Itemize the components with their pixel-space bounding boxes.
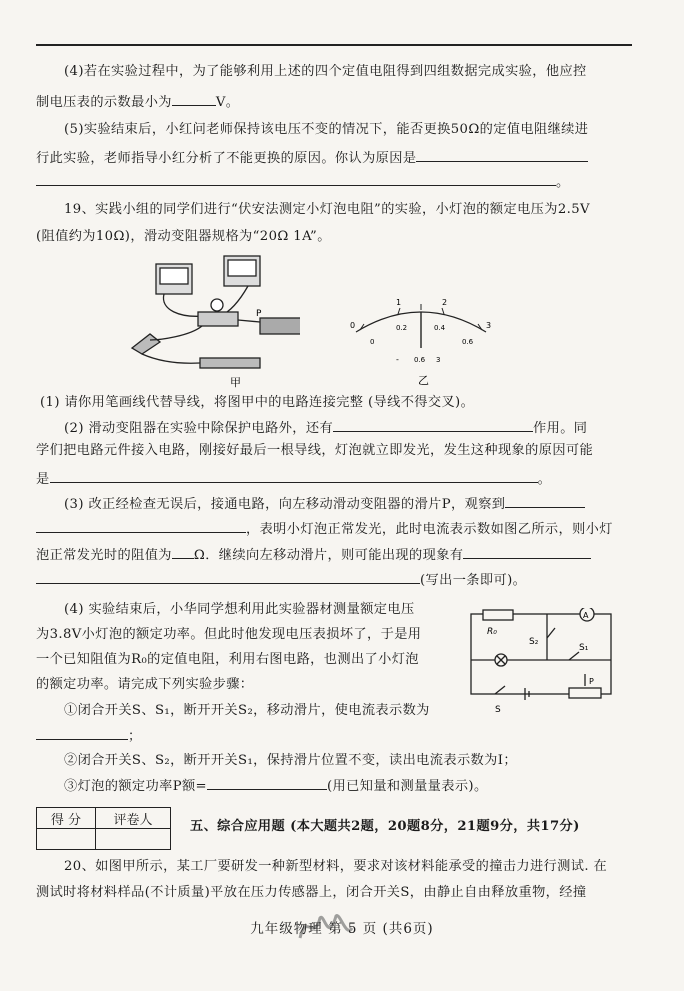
score-table <box>36 807 171 850</box>
q18-p4-text: 制电压表的示数最小为 <box>36 95 172 110</box>
battery-icon <box>200 358 260 368</box>
terminal-label: 0.6 <box>414 356 426 364</box>
ammeter-label: A <box>583 611 589 620</box>
section-title: 五、综合应用题 (本大题共2题，20题8分，21题9分，共17分) <box>190 819 580 834</box>
figure-jia-label: 甲 <box>230 376 241 389</box>
s2-switch-icon <box>547 628 555 638</box>
q19-s2-line3 <box>36 469 551 489</box>
q19-intro-line2: (阻值约为10Ω)，滑动变阻器规格为“20Ω 1A”。 <box>36 229 331 244</box>
grader-cell[interactable] <box>96 829 171 850</box>
q18-p4-unit: V。 <box>215 95 240 110</box>
q18-p5-line1: (5)实验结束后，小红问老师保持该电压不变的情况下，能否更换50Ω的定值电阻继续进 <box>64 122 589 137</box>
slider-label: P <box>589 677 594 686</box>
q19-s3-line2 <box>36 519 613 539</box>
q19-s4-line3: 一个已知阻值为R₀的定值电阻，利用右图电路，也测出了小灯泡 <box>36 652 419 667</box>
circuit-figure-right <box>465 608 625 718</box>
answer-blank[interactable] <box>36 726 128 740</box>
rheostat-icon <box>569 688 601 698</box>
switch-icon <box>132 334 160 354</box>
score-cell[interactable] <box>37 829 96 850</box>
q19-s2-end: 。 <box>537 472 552 487</box>
wire <box>238 320 260 322</box>
q20-line2: 测试时将材料样品(不计质量)平放在压力传感器上，闭合开关S，由静止自由释放重物，经撞 <box>36 885 587 900</box>
q18-p4-line2 <box>36 92 239 112</box>
q19-step3-text: ③灯泡的额定功率P额= <box>64 779 208 794</box>
wire <box>150 326 202 340</box>
answer-blank[interactable] <box>36 172 556 186</box>
q19-s3-end: (写出一条即可)。 <box>420 573 527 588</box>
answer-blank[interactable] <box>416 148 588 162</box>
q19-s2-tail: 作用。同 <box>533 421 588 436</box>
q19-s3-text: Ω．继续向左移动滑片，则可能出现的现象有 <box>193 548 464 563</box>
scale-label: 3 <box>486 321 492 330</box>
answer-blank[interactable] <box>172 545 194 559</box>
q19-step3 <box>64 776 488 796</box>
terminal-label: - <box>396 355 399 364</box>
scale-label: 1 <box>396 298 402 307</box>
terminal-label: 3 <box>436 356 441 364</box>
q19-s2-text: (2) 滑动变阻器在实验中除保护电路外，还有 <box>64 421 334 436</box>
q19-s3-line3 <box>36 545 591 565</box>
answer-blank[interactable] <box>333 418 533 432</box>
answer-blank[interactable] <box>50 469 538 483</box>
q19-s3-text: 泡正常发光时的阻值为 <box>36 548 172 563</box>
q19-step1-blank-line <box>36 726 142 746</box>
q19-step1-text: ①闭合开关S、S₁，断开开关S₂，移动滑片，使电流表示数为 <box>64 703 430 718</box>
q18-p5-line2 <box>36 148 588 168</box>
q19-s3-text: ，表明小灯泡正常发光，此时电流表示数如图乙所示，则小灯 <box>246 522 613 537</box>
q19-step3-text: (用已知量和测量量表示)。 <box>327 779 488 794</box>
scale-label: 0 <box>350 321 356 330</box>
scale-label: 0 <box>370 338 375 346</box>
q19-step2: ②闭合开关S、S₂，断开开关S₁，保持滑片位置不变，读出电流表示数为I； <box>64 753 517 768</box>
s-switch-icon <box>495 686 505 694</box>
q20-line1: 20、如图甲所示，某工厂要研发一种新型材料，要求对该材料能承受的撞击力进行测试. 在 <box>64 859 608 874</box>
scale-label: 0.4 <box>434 324 446 332</box>
slider-label: P <box>256 309 262 319</box>
scale-label: 0.6 <box>462 338 474 346</box>
r0-label: R₀ <box>487 627 497 637</box>
answer-blank[interactable] <box>36 570 420 584</box>
q18-p5-text: 行此实验，老师指导小红分析了不能更换的原因。你认为原因是 <box>36 151 417 166</box>
wire <box>142 354 200 363</box>
answer-blank[interactable] <box>463 545 591 559</box>
q18-p5-line3 <box>36 172 570 192</box>
answer-blank[interactable] <box>36 519 246 533</box>
page-footer: 九年级物理 第 5 页 (共6页) <box>250 921 434 937</box>
top-rule <box>36 44 632 46</box>
q19-intro-line1: 19、实践小组的同学们进行“伏安法测定小灯泡电阻”的实验，小灯泡的额定电压为2.5V <box>64 202 590 217</box>
q19-s2-text: 是 <box>36 472 50 487</box>
q19-s2-line2: 学们把电路元件接入电路，刚接好最后一根导线，灯泡就立即发光，发生这种现象的原因可能 <box>36 443 594 458</box>
answer-blank[interactable] <box>207 776 327 790</box>
q19-s4-line2: 为3.8V小灯泡的额定功率。但此时他发现电压表损坏了，于是用 <box>36 627 422 642</box>
q19-s4-line1: (4) 实验结束后，小华同学想利用此实验器材测量额定电压 <box>64 602 415 617</box>
rheostat-icon <box>260 318 300 334</box>
scale-tick <box>398 308 400 314</box>
q19-s3-line4 <box>36 570 526 590</box>
ammeter-scale-figure-yi <box>346 296 496 388</box>
grader-header: 评卷人 <box>96 808 171 829</box>
q19-s4-line4: 的额定功率。请完成下列实验步骤： <box>36 677 254 692</box>
s1-switch-icon <box>569 652 579 660</box>
circuit-figure-jia <box>120 250 300 390</box>
scale-label: 0.2 <box>396 324 408 332</box>
bulb-icon <box>211 299 223 311</box>
answer-blank[interactable] <box>505 494 585 508</box>
q19-step1-end: ； <box>128 729 142 744</box>
voltmeter-dial <box>228 260 256 276</box>
s-label: S <box>495 705 501 715</box>
q19-step1 <box>64 702 430 720</box>
answer-blank[interactable] <box>172 92 216 106</box>
ammeter-dial <box>160 268 188 284</box>
q19-s3-text: (3) 改正经检查无误后，接通电路，向左移动滑动变阻器的滑片P，观察到 <box>64 497 506 512</box>
score-header: 得 分 <box>37 808 96 829</box>
s2-label: S₂ <box>529 637 539 647</box>
lamp-holder <box>198 312 238 326</box>
figure-yi-label: 乙 <box>418 374 429 387</box>
q18-p5-end: 。 <box>556 175 570 190</box>
q19-s1: (1) 请你用笔画线代替导线，将图甲中的电路连接完整 (导线不得交叉)。 <box>40 395 475 410</box>
scale-tick <box>442 308 444 314</box>
scale-label: 2 <box>442 298 448 307</box>
q19-s2-line1 <box>64 418 587 438</box>
s1-label: S₁ <box>579 643 589 653</box>
q18-p4-line1: (4)若在实验过程中，为了能够利用上述的四个定值电阻得到四组数据完成实验，他应控 <box>64 64 587 79</box>
q19-s3-line1 <box>64 494 585 514</box>
r0-resistor <box>483 610 513 620</box>
